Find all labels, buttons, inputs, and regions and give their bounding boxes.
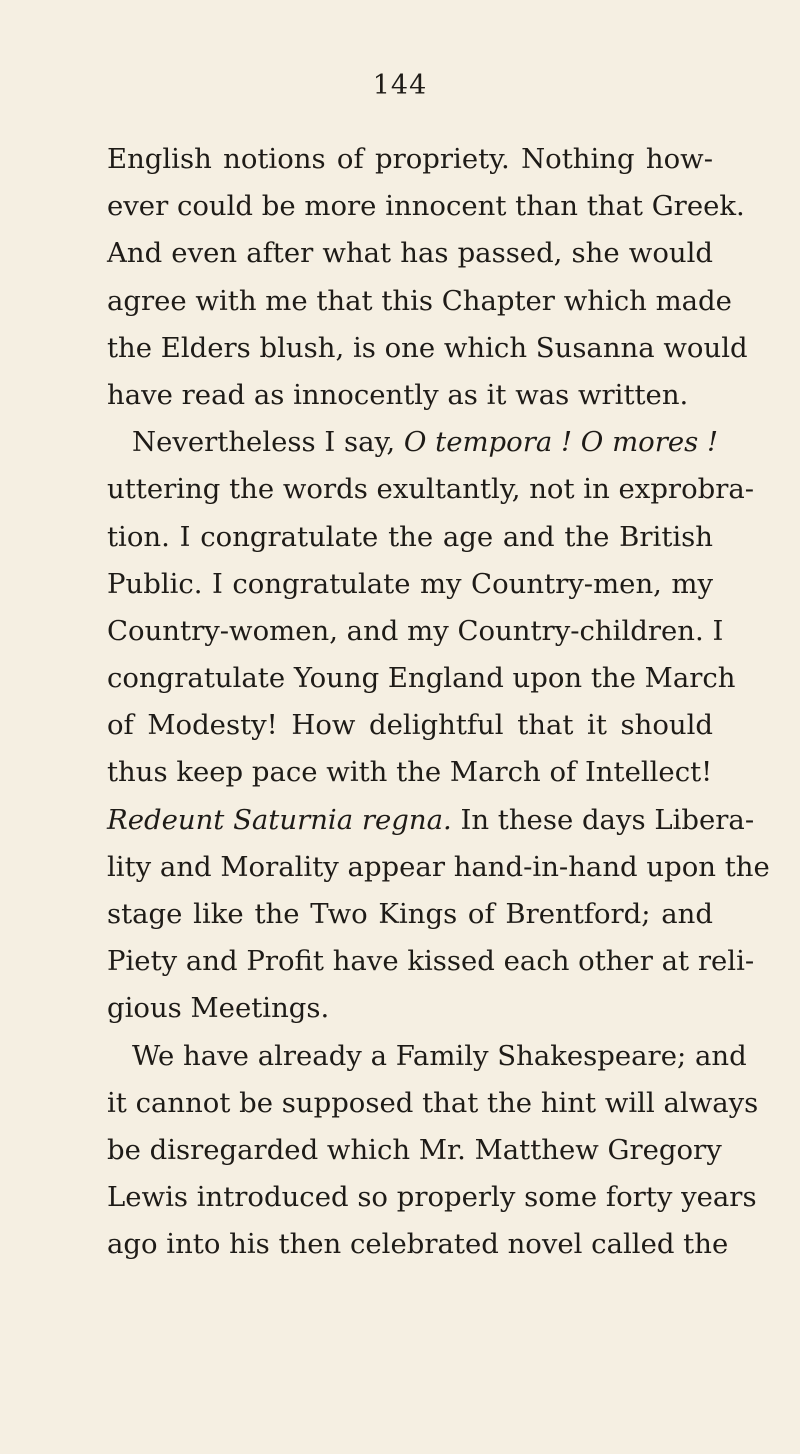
italic-text: O tempora ! O mores ! [403,426,719,459]
line-text: Lewis introduced so properly some forty years [107,1181,757,1214]
line-text: thus keep pace with the March of Intellect! [107,756,713,789]
line-text: Nevertheless I say, [132,426,404,459]
text-line [107,1174,757,1221]
text-line [107,372,713,419]
line-text: Country-women, and my Country-children. I [107,614,724,647]
line-text: lity and Morality appear hand-in-hand upon the [107,850,770,883]
line-text: We have already a Family Shakespeare; and [132,1039,747,1072]
text-line [107,891,713,938]
line-text: congratulate Young England upon the March [107,662,736,695]
line-text: ever could be more innocent than that Greek. [107,190,745,223]
line-text: Public. I congratulate my Country-men, my [107,567,713,600]
line-text: have read as innocently as it was written. [107,378,689,411]
line-text: stage like the Two Kings of Brentford; and [107,898,713,930]
text-line [107,419,719,466]
text-line [107,1033,747,1080]
text-line [107,1221,729,1268]
line-text: ago into his then celebrated novel called the [107,1228,729,1261]
line-text: tion. I congratulate the age and the British [107,520,713,553]
italic-text: Redeunt Saturnia regna. [107,803,452,836]
text-line [107,938,755,985]
line-text: it cannot be supposed that the hint will always [107,1086,759,1119]
text-line [107,1080,759,1127]
body-text [107,136,770,1269]
text-line [107,749,713,796]
text-line [107,230,713,277]
line-text: In these days Libera- [451,803,755,836]
text-line [107,655,736,702]
line-text: gious Meetings. [107,992,330,1025]
text-line [107,278,732,325]
line-text: Piety and Profit have kissed each other at reli- [107,945,755,978]
line-text: And even after what has passed, she would [107,237,713,270]
line-text: English notions of propriety. Nothing how- [107,143,713,175]
line-text: agree with me that this Chapter which made [107,284,732,317]
text-line [107,844,770,891]
line-text: of Modesty! How delightful that it should [107,709,713,742]
text-line [107,561,713,608]
text-line [107,325,748,372]
text-line [107,136,713,183]
text-line [107,1127,722,1174]
text-line [107,702,713,749]
text-line [107,514,713,561]
line-text: uttering the words exultantly, not in exprobra- [107,473,755,506]
text-line [107,985,713,1032]
line-text: be disregarded which Mr. Matthew Gregory [107,1133,722,1166]
text-line [107,797,755,844]
text-line [107,608,724,655]
line-text: the Elders blush, is one which Susanna would [107,331,748,364]
page-number: 144 [372,70,428,101]
text-line [107,183,745,230]
text-line [107,466,755,513]
